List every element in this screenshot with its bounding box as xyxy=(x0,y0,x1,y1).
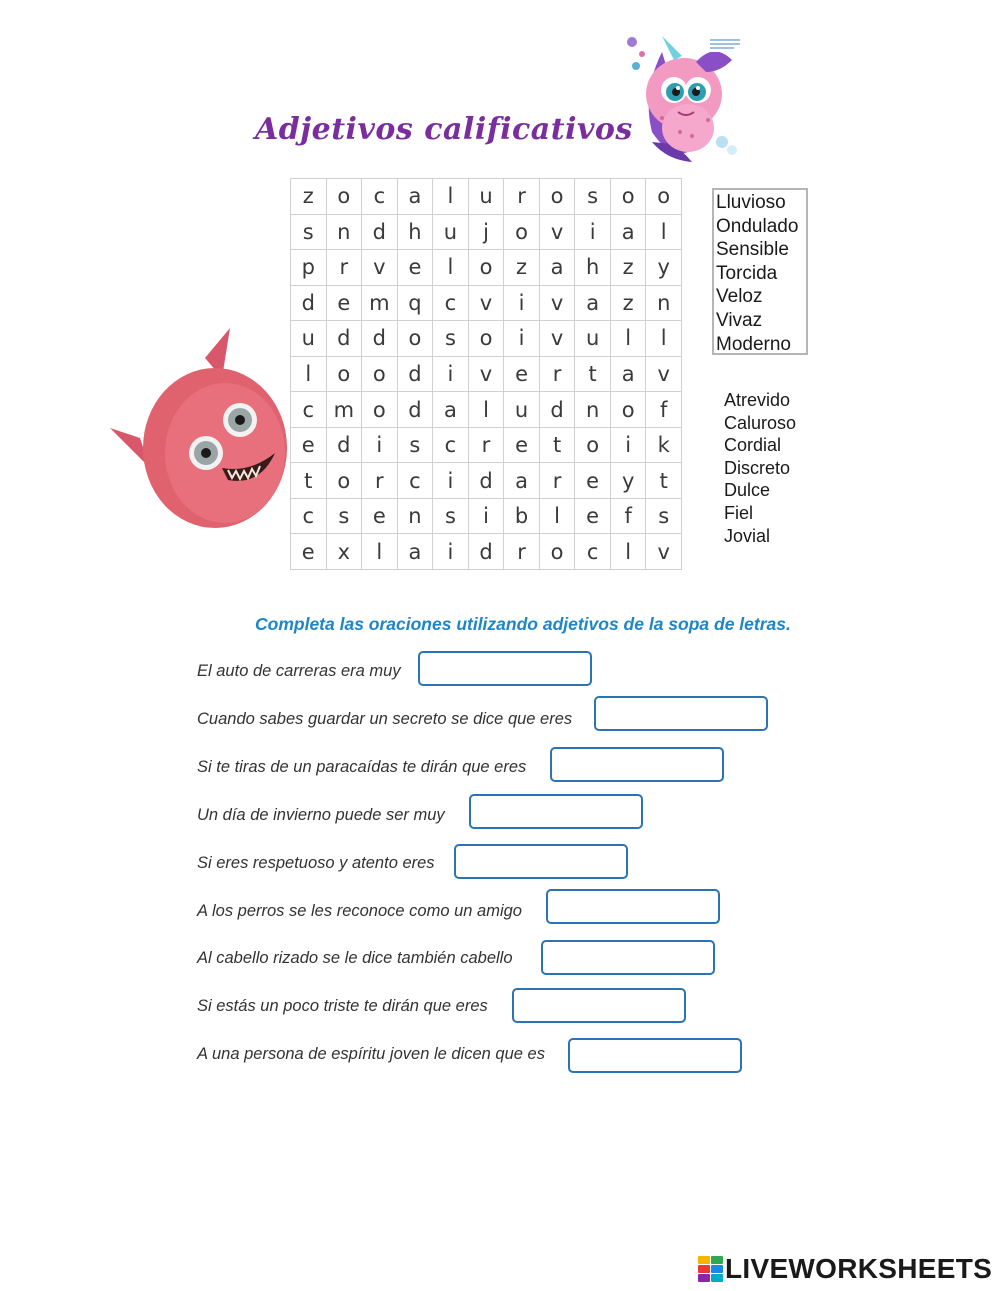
grid-cell[interactable]: z xyxy=(504,250,540,286)
grid-cell[interactable]: h xyxy=(398,215,434,251)
word-list-item: Jovial xyxy=(724,525,771,546)
word-list-item: Torcida xyxy=(716,262,778,284)
grid-cell[interactable]: b xyxy=(504,499,540,535)
sentence-9: A una persona de espíritu joven le dicen que es xyxy=(197,1045,545,1063)
grid-cell[interactable]: o xyxy=(611,179,647,215)
grid-cell[interactable]: l xyxy=(646,321,682,357)
grid-cell[interactable]: o xyxy=(575,428,611,464)
grid-cell[interactable]: u xyxy=(469,179,505,215)
answer-input-2[interactable] xyxy=(594,696,768,731)
word-list-item: Lluvioso xyxy=(716,192,786,213)
grid-cell[interactable]: z xyxy=(611,286,647,322)
logo-tile xyxy=(711,1256,723,1264)
word-list-item: Vivaz xyxy=(716,309,763,331)
grid-cell[interactable]: i xyxy=(469,499,505,535)
answer-input-8[interactable] xyxy=(512,988,686,1023)
grid-cell[interactable]: l xyxy=(291,357,327,393)
grid-cell[interactable]: n xyxy=(327,215,363,251)
grid-cell[interactable]: r xyxy=(504,179,540,215)
grid-cell[interactable]: s xyxy=(327,499,363,535)
grid-cell[interactable]: d xyxy=(327,428,363,464)
grid-cell[interactable]: v xyxy=(362,250,398,286)
grid-cell[interactable]: c xyxy=(291,499,327,535)
word-list-item: Sensible xyxy=(716,239,789,261)
sentence-4: Un día de invierno puede ser muy xyxy=(197,806,445,824)
grid-cell[interactable]: y xyxy=(611,463,647,499)
grid-cell[interactable]: v xyxy=(540,286,576,322)
grid-cell[interactable]: r xyxy=(327,250,363,286)
sentence-7: Al cabello rizado se le dice también cabello xyxy=(197,949,513,967)
grid-cell[interactable]: s xyxy=(398,428,434,464)
grid-cell[interactable]: r xyxy=(540,357,576,393)
logo-tile xyxy=(698,1256,710,1264)
grid-cell[interactable]: t xyxy=(646,463,682,499)
grid-cell[interactable]: u xyxy=(291,321,327,357)
logo-tile xyxy=(711,1265,723,1273)
liveworksheets-brand[interactable] xyxy=(698,1253,992,1285)
grid-cell[interactable]: o xyxy=(646,179,682,215)
grid-cell[interactable]: s xyxy=(433,321,469,357)
grid-cell[interactable]: p xyxy=(291,250,327,286)
grid-cell[interactable]: v xyxy=(646,534,682,570)
word-search-grid xyxy=(290,178,682,570)
answer-input-4[interactable] xyxy=(469,794,643,829)
page-title: Adjetivos calificativos xyxy=(255,112,633,147)
grid-cell[interactable]: n xyxy=(398,499,434,535)
answer-input-3[interactable] xyxy=(550,747,724,782)
grid-cell[interactable]: l xyxy=(611,321,647,357)
grid-cell[interactable]: e xyxy=(398,250,434,286)
logo-tile xyxy=(711,1274,723,1282)
grid-cell[interactable]: z xyxy=(291,179,327,215)
grid-cell[interactable]: q xyxy=(398,286,434,322)
grid-cell[interactable]: i xyxy=(575,215,611,251)
grid-cell[interactable]: d xyxy=(469,534,505,570)
grid-cell[interactable]: o xyxy=(504,215,540,251)
grid-cell[interactable]: d xyxy=(291,286,327,322)
grid-cell[interactable]: i xyxy=(433,357,469,393)
grid-cell[interactable]: o xyxy=(540,534,576,570)
grid-cell[interactable]: a xyxy=(504,463,540,499)
grid-cell[interactable]: o xyxy=(398,321,434,357)
grid-cell[interactable]: l xyxy=(433,179,469,215)
grid-cell[interactable]: d xyxy=(398,392,434,428)
pink-monster-illustration xyxy=(110,328,290,533)
grid-cell[interactable]: s xyxy=(433,499,469,535)
grid-cell[interactable]: o xyxy=(540,179,576,215)
grid-cell[interactable]: e xyxy=(504,357,540,393)
sentence-5: Si eres respetuoso y atento eres xyxy=(197,854,435,872)
grid-cell[interactable]: r xyxy=(504,534,540,570)
answer-input-1[interactable] xyxy=(418,651,592,686)
answer-input-9[interactable] xyxy=(568,1038,742,1073)
sentence-1: El auto de carreras era muy xyxy=(197,662,401,680)
grid-cell[interactable]: i xyxy=(362,428,398,464)
grid-cell[interactable]: e xyxy=(575,463,611,499)
word-list-item: Veloz xyxy=(716,286,763,308)
grid-cell[interactable]: i xyxy=(504,286,540,322)
sentence-8: Si estás un poco triste te dirán que eres xyxy=(197,997,488,1015)
grid-cell[interactable]: l xyxy=(540,499,576,535)
grid-cell[interactable]: e xyxy=(327,286,363,322)
word-list-plain xyxy=(724,389,796,547)
grid-cell[interactable]: o xyxy=(327,463,363,499)
grid-cell[interactable]: o xyxy=(469,250,505,286)
grid-cell[interactable]: o xyxy=(469,321,505,357)
grid-cell[interactable]: i xyxy=(504,321,540,357)
grid-cell[interactable]: r xyxy=(362,463,398,499)
grid-cell[interactable]: h xyxy=(575,250,611,286)
grid-cell[interactable]: s xyxy=(575,179,611,215)
grid-cell[interactable]: m xyxy=(327,392,363,428)
grid-cell[interactable]: i xyxy=(611,428,647,464)
word-list-item: Moderno xyxy=(716,333,791,355)
grid-cell[interactable]: m xyxy=(362,286,398,322)
grid-cell[interactable]: t xyxy=(540,428,576,464)
answer-input-7[interactable] xyxy=(541,940,715,975)
grid-cell[interactable]: o xyxy=(362,357,398,393)
grid-cell[interactable]: a xyxy=(611,357,647,393)
grid-cell[interactable]: d xyxy=(398,357,434,393)
unicorn-illustration xyxy=(622,32,750,167)
logo-tile xyxy=(698,1274,710,1282)
logo-tile xyxy=(698,1265,710,1273)
grid-cell[interactable]: c xyxy=(433,428,469,464)
grid-cell[interactable]: l xyxy=(611,534,647,570)
brand-name: LIVEWORKSHEETS xyxy=(725,1253,993,1284)
grid-cell[interactable]: d xyxy=(362,215,398,251)
grid-cell[interactable]: e xyxy=(575,499,611,535)
answer-input-6[interactable] xyxy=(546,889,720,924)
word-list-item: Fiel xyxy=(724,502,754,523)
word-list-item: Ondulado xyxy=(716,215,799,237)
grid-cell[interactable]: c xyxy=(291,392,327,428)
grid-cell[interactable]: a xyxy=(433,392,469,428)
grid-cell[interactable]: l xyxy=(469,392,505,428)
word-list-item: Discreto xyxy=(724,457,791,478)
grid-cell[interactable]: a xyxy=(398,534,434,570)
grid-cell[interactable]: c xyxy=(575,534,611,570)
grid-cell[interactable]: o xyxy=(327,179,363,215)
grid-cell[interactable]: t xyxy=(575,357,611,393)
grid-cell[interactable]: j xyxy=(469,215,505,251)
grid-cell[interactable]: l xyxy=(646,215,682,251)
word-list-item: Caluroso xyxy=(724,412,797,433)
grid-cell[interactable]: v xyxy=(469,286,505,322)
grid-cell[interactable]: r xyxy=(469,428,505,464)
word-list-item: Dulce xyxy=(724,480,771,501)
grid-cell[interactable]: d xyxy=(540,392,576,428)
grid-cell[interactable]: y xyxy=(646,250,682,286)
grid-cell[interactable]: n xyxy=(646,286,682,322)
grid-cell[interactable]: o xyxy=(611,392,647,428)
grid-cell[interactable]: v xyxy=(469,357,505,393)
grid-cell[interactable]: u xyxy=(575,321,611,357)
grid-cell[interactable]: a xyxy=(398,179,434,215)
grid-cell[interactable]: n xyxy=(575,392,611,428)
word-list-item: Atrevido xyxy=(724,390,791,410)
sentence-3: Si te tiras de un paracaídas te dirán que eres xyxy=(197,758,527,776)
grid-cell[interactable]: u xyxy=(433,215,469,251)
grid-cell[interactable]: o xyxy=(327,357,363,393)
grid-cell[interactable]: a xyxy=(575,286,611,322)
liveworksheets-logo-icon xyxy=(698,1256,723,1282)
grid-cell[interactable]: e xyxy=(291,534,327,570)
grid-cell[interactable]: v xyxy=(540,215,576,251)
grid-cell[interactable]: c xyxy=(433,286,469,322)
grid-cell[interactable]: s xyxy=(291,215,327,251)
instruction-text: Completa las oraciones utilizando adjetivos de la sopa de letras. xyxy=(255,614,791,634)
grid-cell[interactable]: u xyxy=(504,392,540,428)
grid-cell[interactable]: a xyxy=(540,250,576,286)
grid-cell[interactable]: d xyxy=(469,463,505,499)
grid-cell[interactable]: o xyxy=(362,392,398,428)
grid-cell[interactable]: z xyxy=(611,250,647,286)
grid-cell[interactable]: d xyxy=(362,321,398,357)
word-list-boxed xyxy=(712,188,808,355)
grid-cell[interactable]: f xyxy=(611,499,647,535)
grid-cell[interactable]: d xyxy=(327,321,363,357)
grid-cell[interactable]: e xyxy=(504,428,540,464)
grid-cell[interactable]: e xyxy=(291,428,327,464)
word-list-item: Cordial xyxy=(724,435,782,456)
grid-cell[interactable]: e xyxy=(362,499,398,535)
grid-cell[interactable]: l xyxy=(433,250,469,286)
grid-cell[interactable]: i xyxy=(433,463,469,499)
grid-cell[interactable]: r xyxy=(540,463,576,499)
grid-cell[interactable]: x xyxy=(327,534,363,570)
grid-cell[interactable]: t xyxy=(291,463,327,499)
grid-cell[interactable]: c xyxy=(362,179,398,215)
grid-cell[interactable]: f xyxy=(646,392,682,428)
grid-cell[interactable]: a xyxy=(611,215,647,251)
grid-cell[interactable]: i xyxy=(433,534,469,570)
grid-cell[interactable]: c xyxy=(398,463,434,499)
grid-cell[interactable]: k xyxy=(646,428,682,464)
sentence-2: Cuando sabes guardar un secreto se dice que eres xyxy=(197,710,573,728)
grid-cell[interactable]: s xyxy=(646,499,682,535)
grid-cell[interactable]: l xyxy=(362,534,398,570)
answer-input-5[interactable] xyxy=(454,844,628,879)
sentence-6: A los perros se les reconoce como un amigo xyxy=(197,902,522,920)
grid-cell[interactable]: v xyxy=(540,321,576,357)
grid-cell[interactable]: v xyxy=(646,357,682,393)
